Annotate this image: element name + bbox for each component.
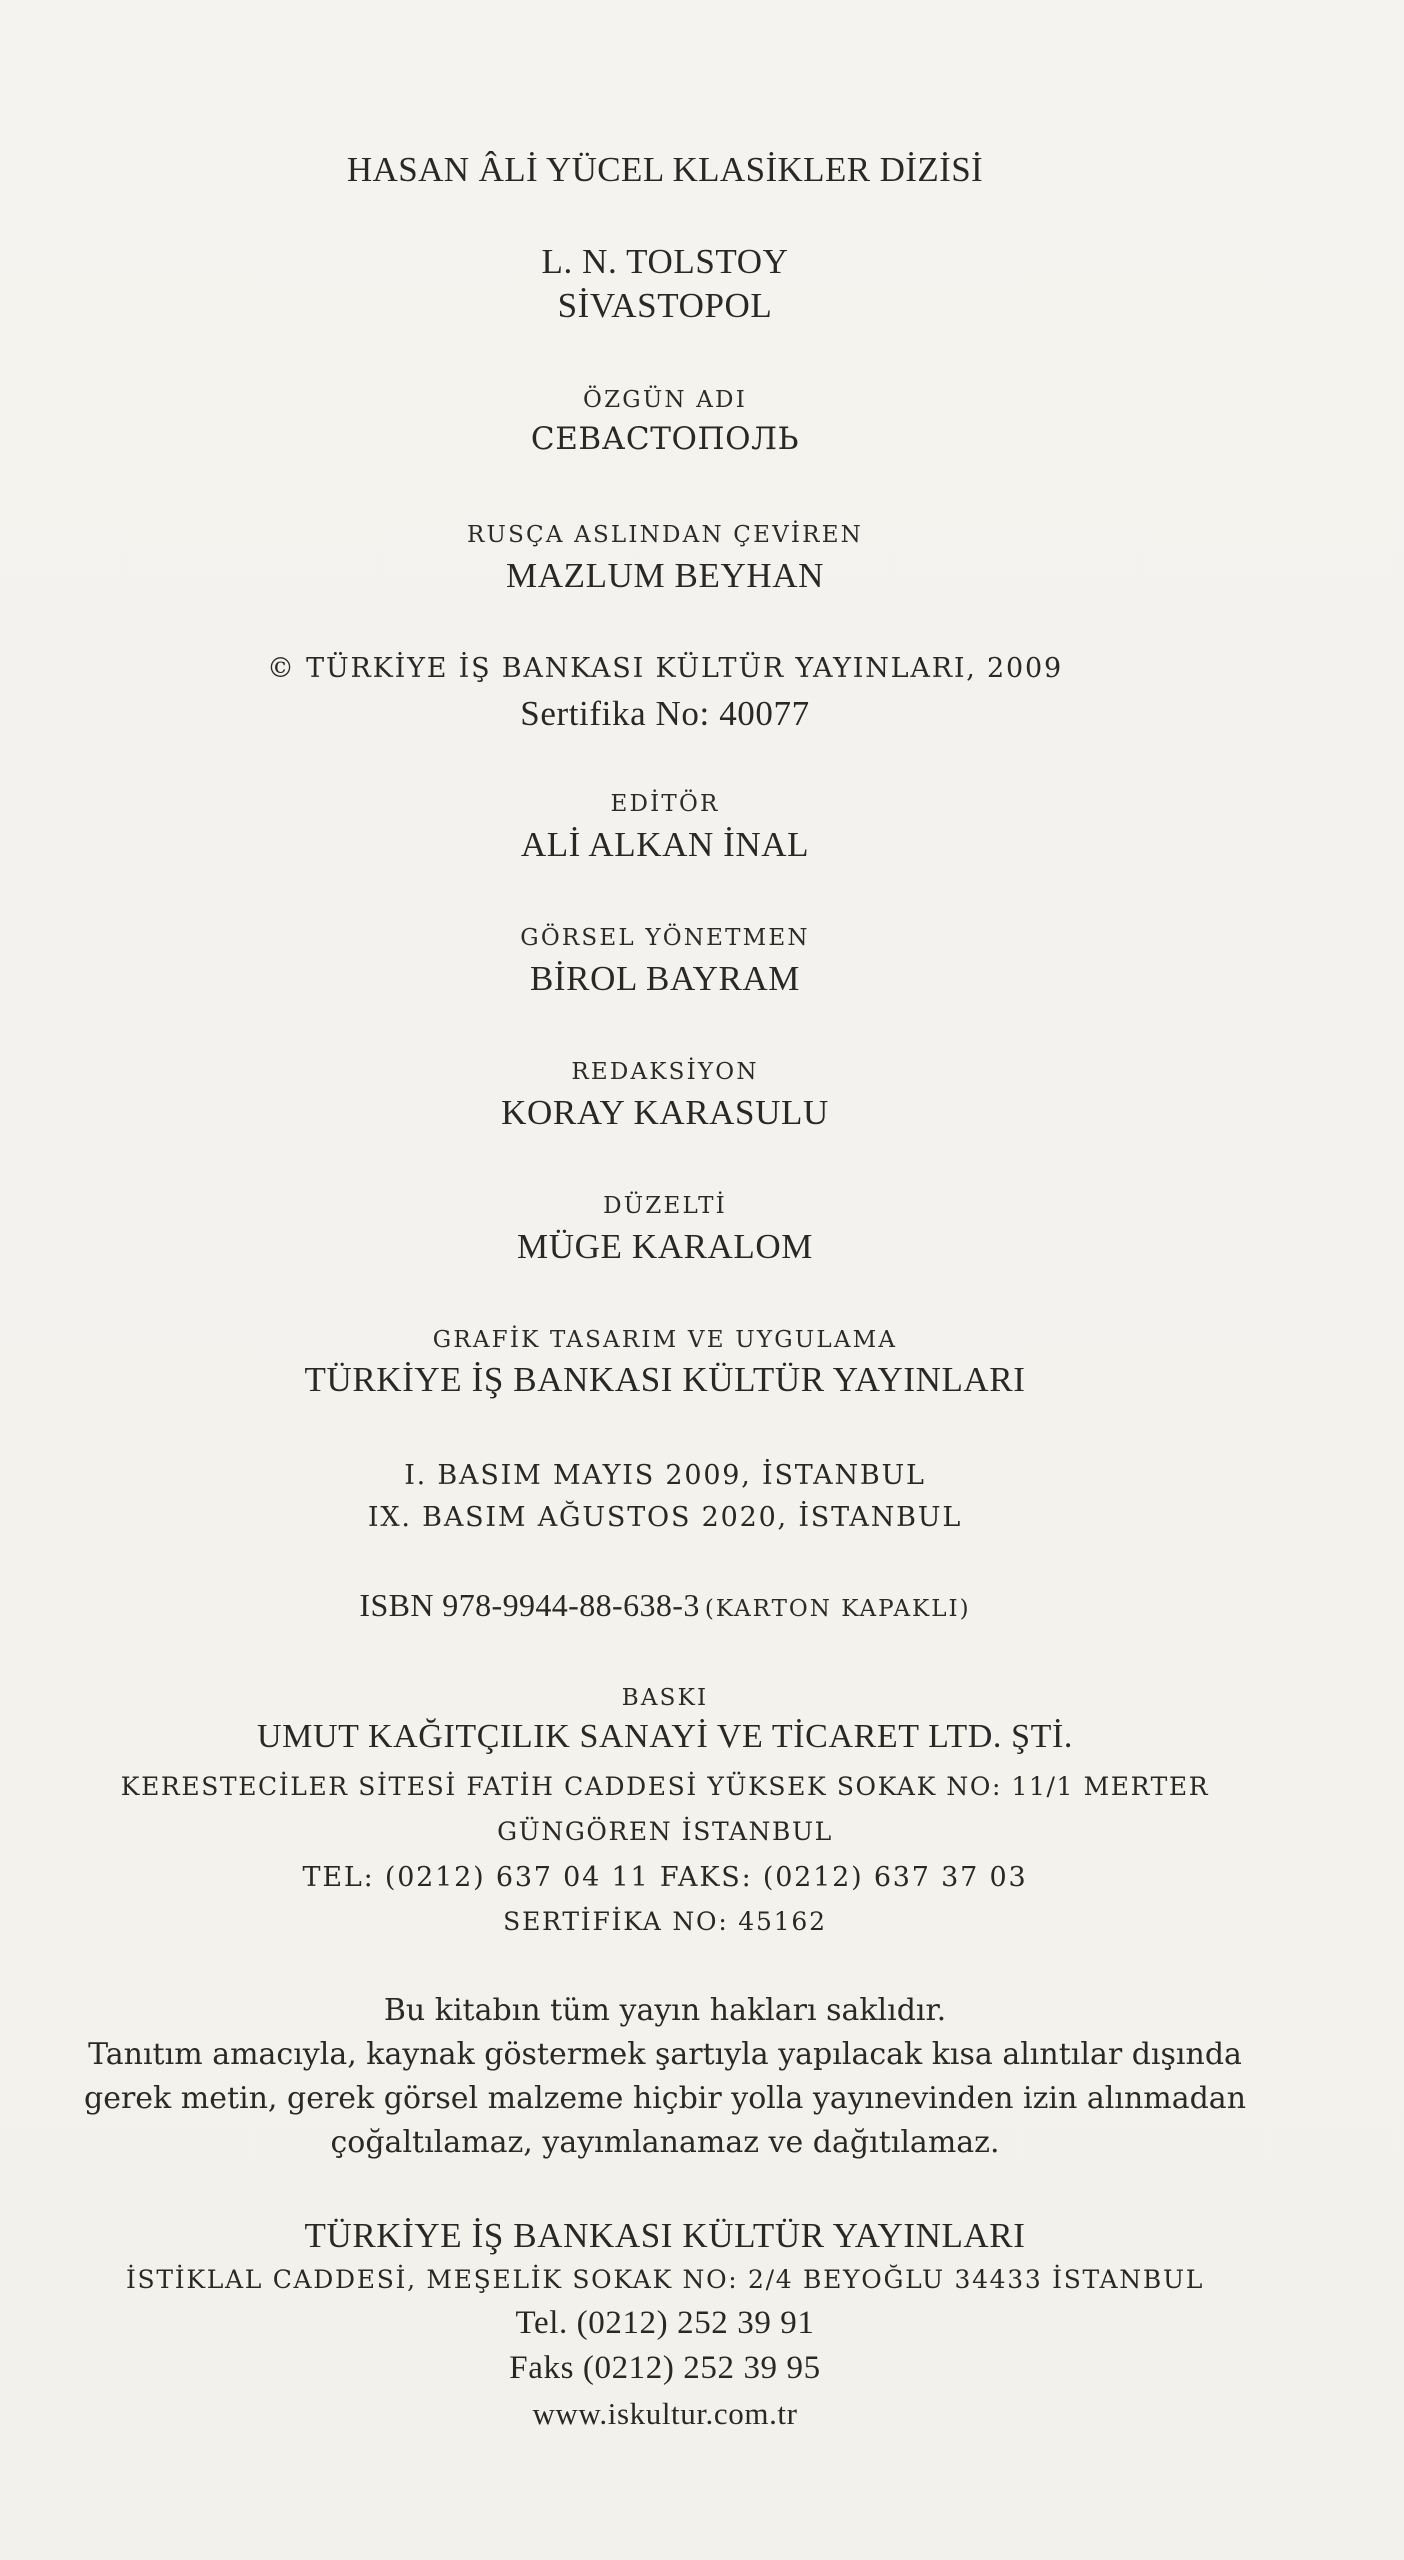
ninth-edition-line: IX. BASIM AĞUSTOS 2020, İSTANBUL — [367, 1502, 963, 1533]
printer-address-line-2: GÜNGÖREN İSTANBUL — [497, 1817, 833, 1846]
printer-name: UMUT KAĞITÇILIK SANAYİ VE TİCARET LTD. ŞTİ. — [256, 1718, 1073, 1755]
publisher-fax: Faks (0212) 252 39 95 — [509, 2350, 821, 2386]
author-name: L. N. TOLSTOY — [541, 242, 789, 281]
graphic-design-name: TÜRKİYE İŞ BANKASI KÜLTÜR YAYINLARI — [304, 1360, 1026, 1399]
editor-name: ALİ ALKAN İNAL — [520, 825, 810, 864]
redaction-label: REDAKSİYON — [571, 1059, 759, 1085]
translator-name: MAZLUM BEYHAN — [506, 556, 824, 595]
original-title: СЕВАСТОПОЛЬ — [530, 421, 800, 457]
visual-director-label: GÖRSEL YÖNETMEN — [520, 925, 810, 951]
printer-address-line-1: KERESTECİLER SİTESİ FATİH CADDESİ YÜKSEK SOKAK NO: 11/1 MERTER — [120, 1772, 1210, 1801]
rights-line-1: Bu kitabın tüm yayın hakları saklıdır. — [383, 1993, 947, 2028]
isbn-number: ISBN 978-9944-88-638-3 — [359, 1587, 700, 1623]
editor-label: EDİTÖR — [610, 791, 720, 817]
publisher-phone: Tel. (0212) 252 39 91 — [515, 2305, 815, 2341]
publisher-address: İSTİKLAL CADDESİ, MEŞELİK SOKAK NO: 2/4 BEYOĞLU 34433 İSTANBUL — [125, 2265, 1205, 2294]
rights-line-3: gerek metin, gerek görsel malzeme hiçbir yolla yayınevinden izin alınmadan — [83, 2081, 1247, 2116]
proofreading-name: MÜGE KARALOM — [517, 1227, 813, 1266]
publisher-name: TÜRKİYE İŞ BANKASI KÜLTÜR YAYINLARI — [304, 2216, 1026, 2255]
proofreading-label: DÜZELTİ — [603, 1193, 727, 1219]
isbn-note: (KARTON KAPAKLI) — [704, 1596, 971, 1622]
rights-line-2: Tanıtım amacıyla, kaynak göstermek şartıyla yapılacak kısa alıntılar dışında — [88, 2037, 1242, 2072]
redaction-name: KORAY KARASULU — [501, 1093, 829, 1132]
graphic-design-label: GRAFİK TASARIM VE UYGULAMA — [432, 1327, 898, 1353]
printer-certificate: SERTİFİKA NO: 45162 — [503, 1907, 827, 1936]
visual-director-name: BİROL BAYRAM — [529, 959, 801, 998]
book-title: SİVASTOPOL — [557, 286, 773, 325]
rights-line-4: çoğaltılamaz, yayımlanamaz ve dağıtılamaz. — [330, 2125, 1000, 2160]
isbn-line — [0, 1587, 1330, 1624]
publisher-website: www.iskultur.com.tr — [532, 2396, 798, 2431]
original-title-label: ÖZGÜN ADI — [583, 387, 747, 413]
certificate-number: Sertifika No: 40077 — [520, 694, 810, 733]
translator-label: RUSÇA ASLINDAN ÇEVİREN — [466, 522, 864, 548]
print-label: BASKI — [621, 1685, 709, 1711]
series-title: HASAN ÂLİ YÜCEL KLASİKLER DİZİSİ — [346, 150, 984, 189]
printer-phone: TEL: (0212) 637 04 11 FAKS: (0212) 637 37 03 — [302, 1862, 1028, 1893]
first-edition-line: I. BASIM MAYIS 2009, İSTANBUL — [404, 1460, 926, 1491]
copyright-line: © TÜRKİYE İŞ BANKASI KÜLTÜR YAYINLARI, 2009 — [267, 653, 1063, 684]
